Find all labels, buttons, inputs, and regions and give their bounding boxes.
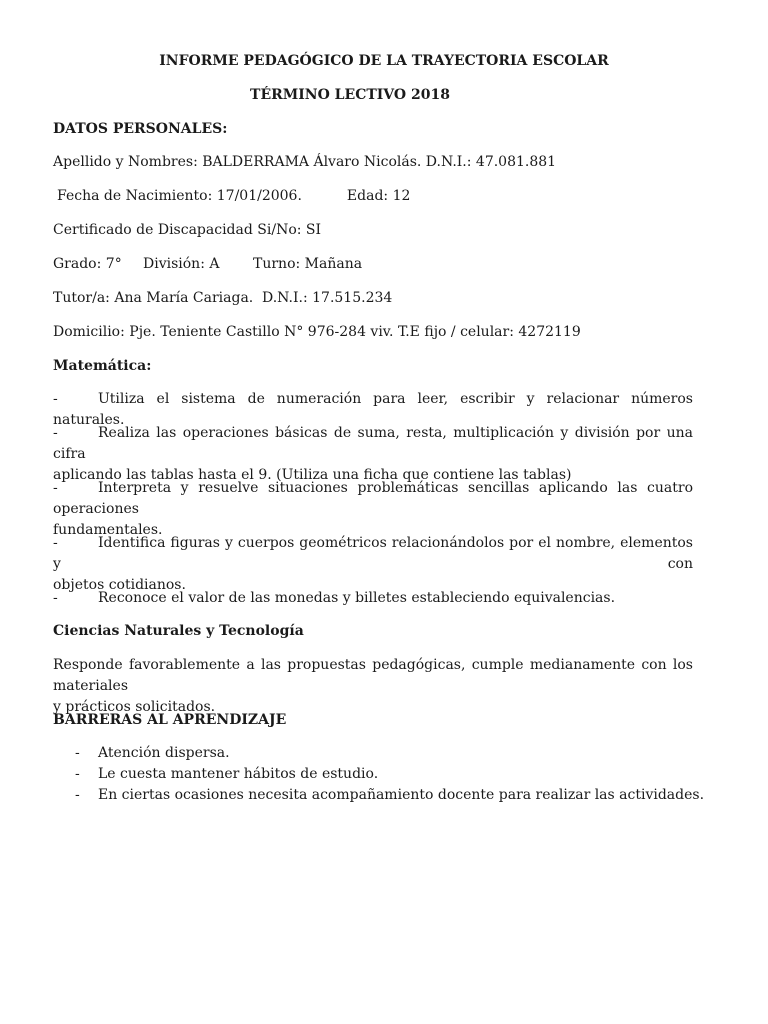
birth-date: Fecha de Nacimiento: 17/01/2006. [57,188,302,204]
tutor-dni: D.N.I.: 17.515.234 [262,290,393,306]
math-item-text-continued: objetos cotidianos. [53,577,186,593]
grade-line [53,254,362,275]
math-item-3 [53,478,693,541]
report-title: INFORME PEDAGÓGICO DE LA TRAYECTORIA ESCOLAR [159,53,609,69]
dash-marker: - [53,425,58,441]
math-item-text-continued: fundamentales. [53,522,163,538]
math-item-text: Realiza las operaciones básicas de suma, resta, multiplicación y división por una cifra [53,425,693,462]
dash-marker: - [53,590,58,606]
barreras-heading: BARRERAS AL APRENDIZAJE [53,712,287,728]
ciencias-text: Responde favorablemente a las propuestas pedagógicas, cumple medianamente con los materiales [53,657,693,694]
math-item-text: Utiliza el sistema de numeración para leer, escribir y relacionar números naturales. [53,391,693,428]
dash-marker: - [53,391,58,407]
grade: Grado: 7° [53,256,122,272]
division: División: A [143,256,220,272]
math-item-text: Interpreta y resuelve situaciones problemáticas sencillas aplicando las cuatro operaciones [53,480,693,517]
dash-marker: - [53,535,58,551]
math-item-5 [53,588,693,609]
tutor-line [53,288,392,309]
datos-personales-heading: DATOS PERSONALES: [53,121,228,137]
student-name-line: Apellido y Nombres: BALDERRAMA Álvaro Nicolás. D.N.I.: 47.081.881 [53,154,557,170]
ciencias-heading: Ciencias Naturales y Tecnología [53,623,304,639]
dash-marker: - [75,787,80,803]
barrier-text: Le cuesta mantener hábitos de estudio. [98,766,379,782]
disability-certificate-line: Certificado de Discapacidad Si/No: SI [53,222,322,238]
barrier-item-3 [75,785,704,806]
math-item-2 [53,423,693,486]
birth-date-line [57,186,410,207]
math-item-4 [53,533,693,596]
barrier-text: Atención dispersa. [98,745,230,761]
tutor-name: Tutor/a: Ana María Cariaga. [53,290,254,306]
dash-marker: - [75,766,80,782]
dash-marker: - [75,745,80,761]
ciencias-text-continued: y prácticos solicitados. [53,699,216,715]
math-item-text-continued: aplicando las tablas hasta el 9. (Utiliza una ficha que contiene las tablas) [53,467,572,483]
age: Edad: 12 [346,188,411,204]
shift: Turno: Mañana [253,256,363,272]
report-term: TÉRMINO LECTIVO 2018 [250,87,450,103]
barrier-text: En ciertas ocasiones necesita acompañamiento docente para realizar las actividades. [98,787,705,803]
address-line: Domicilio: Pje. Teniente Castillo N° 976-284 viv. T.E fijo / celular: 4272119 [53,324,581,340]
barrier-item-2 [75,764,378,785]
barrier-item-1 [75,743,230,764]
ciencias-paragraph [53,655,693,718]
matematica-heading: Matemática: [53,358,152,374]
math-item-text: Identifica figuras y cuerpos geométricos relacionándolos por el nombre, elementos y con [53,535,693,572]
dash-marker: - [53,480,58,496]
math-item-text: Reconoce el valor de las monedas y billetes estableciendo equivalencias. [98,590,616,606]
